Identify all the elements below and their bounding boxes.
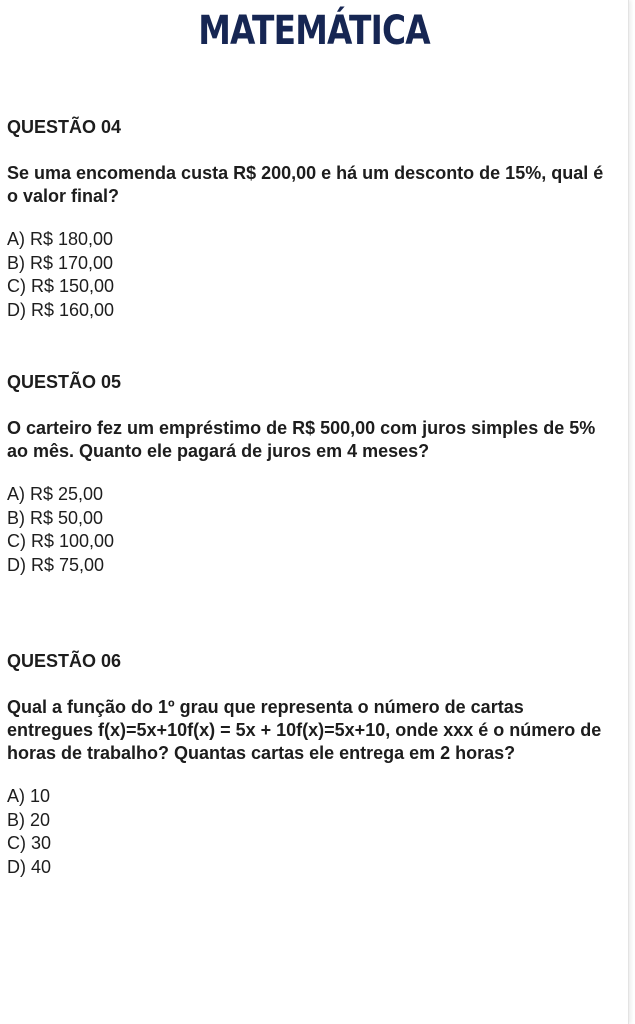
option-c: C) 30 xyxy=(7,833,52,853)
option-c: C) R$ 150,00 xyxy=(7,276,115,296)
option-a: A) R$ 180,00 xyxy=(7,229,114,249)
question-heading: QUESTÃO 06 xyxy=(7,651,122,671)
option-b: B) R$ 170,00 xyxy=(7,252,114,273)
option-a: A) 10 xyxy=(7,786,51,806)
question-heading: QUESTÃO 05 xyxy=(7,372,122,392)
question-text: Se uma encomenda custa R$ 200,00 e há um desconto de 15%, qual é o valor final? xyxy=(7,163,604,206)
option-d: D) R$ 75,00 xyxy=(7,554,105,575)
question-heading: QUESTÃO 04 xyxy=(7,117,122,137)
option-a: A) R$ 25,00 xyxy=(7,484,104,504)
answer-options xyxy=(7,228,607,322)
option-d: D) 40 xyxy=(7,856,52,877)
question-04 xyxy=(7,116,607,322)
question-text: Qual a função do 1º grau que representa o número de cartas entregues f(x)=5x+10f(x) = 5x + 10f(x)=5x+10, onde xxx é o número de horas de trabalho? Quantas cartas ele entrega em 2 horas? xyxy=(7,697,602,763)
question-05 xyxy=(7,371,607,577)
answer-options xyxy=(7,483,607,577)
question-text: O carteiro fez um empréstimo de R$ 500,00 com juros simples de 5% ao mês. Quanto ele pagará de juros em 4 meses? xyxy=(7,418,596,461)
option-d: D) R$ 160,00 xyxy=(7,299,115,320)
page-title: MATEMÁTICA xyxy=(198,8,430,54)
question-06 xyxy=(7,650,607,879)
option-b: B) 20 xyxy=(7,809,51,830)
option-c: C) R$ 100,00 xyxy=(7,531,115,551)
answer-options xyxy=(7,785,607,879)
option-b: B) R$ 50,00 xyxy=(7,507,104,528)
